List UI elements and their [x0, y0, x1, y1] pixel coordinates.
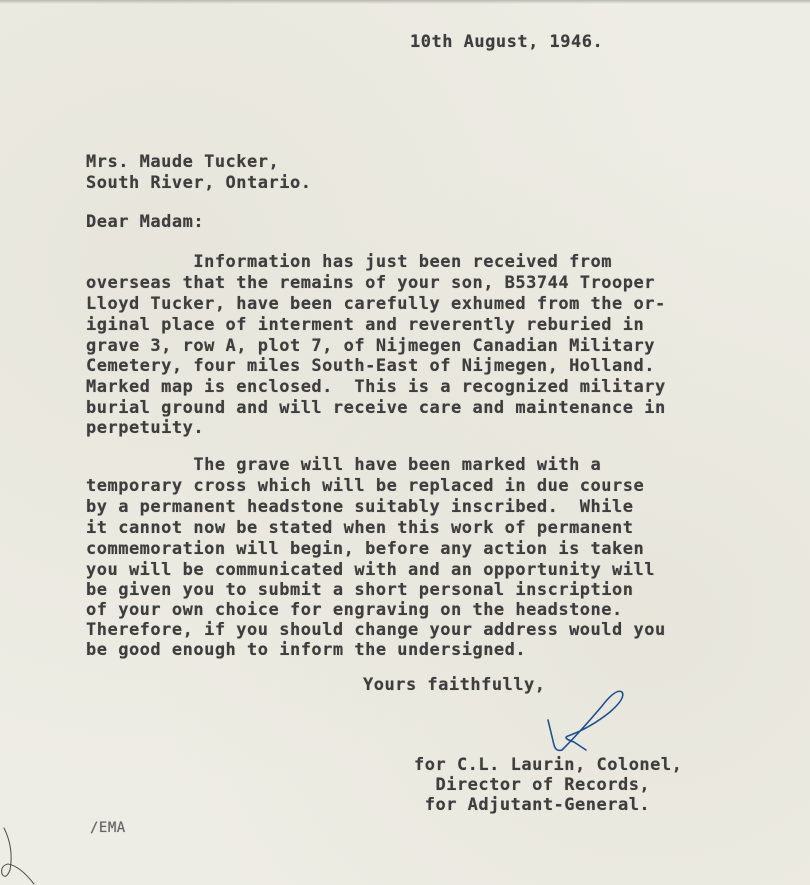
paragraph2-line: it cannot now be stated when this work of permanent [86, 518, 634, 538]
signatory-line: for C.L. Laurin, Colonel, [414, 755, 683, 775]
signatory-line: for Adjutant-General. [414, 795, 651, 815]
recipient-address: South River, Ontario. [86, 173, 312, 193]
closing: Yours faithfully, [363, 675, 546, 695]
paragraph1-line: perpetuity. [86, 418, 205, 438]
paragraph2-line: by a permanent headstone suitably inscribed. While [86, 497, 634, 517]
reference-initials: /EMA [90, 820, 126, 836]
signature-mark [540, 680, 640, 760]
paragraph2-line: you will be communicated with and an opportunity will [86, 560, 655, 580]
paragraph1-line: burial ground and will receive care and maintenance in [86, 398, 666, 418]
paragraph1-line: grave 3, row A, plot 7, of Nijmegen Canadian Military [86, 336, 655, 356]
paragraph2-line: be given you to submit a short personal inscription [86, 580, 634, 600]
salutation: Dear Madam: [86, 212, 205, 232]
paragraph1-line: Information has just been received from [86, 252, 613, 272]
paragraph1-line: Cemetery, four miles South-East of Nijmegen, Holland. [86, 356, 655, 376]
paragraph2-line: commemoration will begin, before any action is taken [86, 539, 645, 559]
paragraph2-line: be good enough to inform the undersigned. [86, 640, 527, 660]
paragraph1-line: Lloyd Tucker, have been carefully exhumed from the or- [86, 294, 666, 314]
paragraph2-line: Therefore, if you should change your address would you [86, 620, 666, 640]
paragraph1-line: Marked map is enclosed. This is a recognized military [86, 377, 666, 397]
paragraph1-line: iginal place of interment and reverently reburied in [86, 315, 645, 335]
letter-date: 10th August, 1946. [410, 32, 604, 52]
paragraph2-line: of your own choice for engraving on the headstone. [86, 600, 623, 620]
signatory-line: Director of Records, [414, 775, 651, 795]
recipient-name: Mrs. Maude Tucker, [86, 152, 280, 172]
paragraph1-line: overseas that the remains of your son, B53744 Trooper [86, 273, 655, 293]
paragraph2-line: The grave will have been marked with a [86, 455, 602, 475]
paragraph2-line: temporary cross which will be replaced in due course [86, 476, 645, 496]
margin-pencil-mark [0, 818, 40, 885]
